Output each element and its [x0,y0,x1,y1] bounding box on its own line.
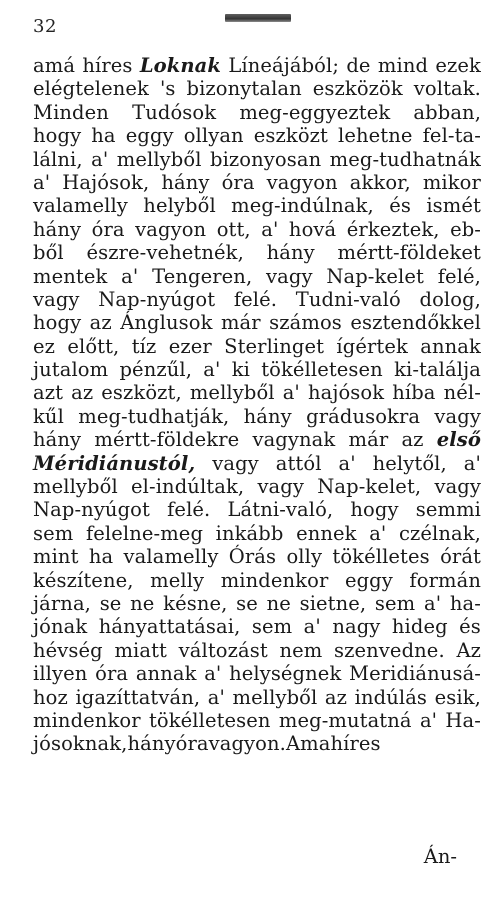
word: a' [338,451,356,475]
word: de [346,54,371,77]
word: Tudni-való [295,287,401,311]
word: bizonyosan [209,147,322,171]
text-line [33,265,481,288]
word: mértt-földeket [337,241,481,265]
word: a' [204,662,222,686]
word: formán [409,568,481,592]
word: mint [33,545,79,569]
text-line [33,241,481,264]
word: az [89,311,112,335]
word: ha [91,124,116,148]
word: változást [178,638,268,662]
word: jutalom [33,358,109,382]
word: az [324,685,348,709]
word: tíz [131,334,157,358]
word: ismét [426,194,481,218]
text-line [33,569,481,592]
word: lehetne [338,124,413,148]
word: a' [303,615,321,639]
word: se [99,591,122,615]
word: a' [207,685,225,709]
word: sem [33,521,74,545]
word: vagy [212,451,259,475]
word: mentek [33,264,108,288]
word: czélnak, [398,521,481,545]
text-line [33,709,481,732]
italic-word: Méridiánustól, [33,451,196,475]
word: felé. [233,287,278,311]
word: ígértek [336,334,408,358]
word: kűl [33,404,64,428]
text-line [33,171,481,194]
word: óra [91,217,125,241]
word: óra [95,662,129,686]
word: bizonytalan [186,77,302,101]
word: az [401,428,424,452]
word: helytől, [372,451,447,475]
text-line [33,475,481,498]
word: annak [135,662,197,686]
word: felé, [437,264,481,288]
word: a' [33,170,51,194]
word: vagy [33,287,80,311]
word: óra [175,732,209,756]
italic-word: Loknak [139,54,221,77]
word: már [348,428,389,452]
text-line [33,124,481,147]
text-line [33,335,481,358]
word: fel-ta- [422,124,481,148]
word: esztendőkkel [350,311,481,335]
word: eszközök [312,77,403,101]
word: inkább [215,521,284,545]
word: esik, [434,685,481,709]
word: vagyon [266,170,338,194]
word: olly [286,545,323,569]
text-line [33,615,481,638]
word: jósoknak, [33,732,128,756]
word: előtt, [67,334,120,358]
word: eggy [344,568,393,592]
word: amá [33,54,76,77]
word: sem [251,615,293,639]
text-line [33,54,481,77]
word: ki [231,358,250,382]
word: Nap-nyúgot [33,498,150,522]
word: vagy [434,404,481,428]
word: hajósok [307,381,385,405]
italic-word: első [436,428,481,452]
word: igazíttatván, [75,685,201,709]
word: híba [392,381,436,405]
word: meg-indúlnak, [231,194,374,218]
word: és [459,615,481,639]
text-line [33,311,481,334]
word: Nap-kelet, [317,475,422,499]
word: Tengeren, [152,264,253,288]
word: azt [33,381,64,405]
word: miatt [114,638,167,662]
word: ezer [168,334,212,358]
word: mértt-földekre [94,428,240,452]
word: szenvedne. [334,638,445,662]
word: lálni, [33,147,83,171]
header-ornament [225,14,291,22]
word: tökélletesen [261,358,383,382]
word: mellyből [232,685,318,709]
word: felelne-meg [85,521,204,545]
text-line [33,452,481,475]
word: Sterlinget [224,334,325,358]
word: hoz [33,685,68,709]
word: számos [269,311,342,335]
word: ollyan [183,124,244,148]
word: Minden [33,100,109,124]
word: hévség [33,638,103,662]
text-line [33,194,481,217]
word: eggy [125,124,174,148]
word: attól [275,451,322,475]
word: észre-vehetnék, [86,241,244,265]
word: Nap-kelet [326,264,424,288]
word: ott, [216,217,251,241]
word: valamelly [123,545,219,569]
word: ne [130,591,155,615]
word: el-indúltak, [131,475,245,499]
word: grádusokra [306,404,421,428]
text-line [33,686,481,709]
word: vagyon [135,217,207,241]
word: ezek [435,54,481,77]
word: nem [279,638,323,662]
word: hogy [33,311,82,335]
body-text [33,54,481,756]
word: mindenkor [33,708,141,732]
word: hová [288,217,337,241]
word: óra [221,170,255,194]
word: híres [82,54,133,77]
word: se [236,591,258,615]
word: és [389,194,411,218]
word: mellyből [189,381,275,405]
word: akkor, [349,170,411,194]
text-line [33,639,481,662]
word: hogy [33,124,82,148]
word: órát [440,545,481,569]
word: ez [33,334,56,358]
word: Hajósok, [62,170,150,194]
word: késne, [163,591,228,615]
word: Órás [228,545,277,569]
word: vagynak [252,428,336,452]
word: a' [91,147,109,171]
text-line [33,428,481,451]
word: hány [161,170,210,194]
word: ennek [296,521,357,545]
word: helységnek [229,662,342,686]
word: híres [330,732,381,756]
word: abban, [413,100,481,124]
word: a' [282,381,300,405]
word: Látni-való, [227,498,334,522]
word: ne [266,591,291,615]
word: valamelly [33,194,128,218]
word: mellyből [33,475,118,499]
word: hány [33,217,82,241]
word: mikor [422,170,481,194]
catchword: Án- [423,845,457,868]
text-line [33,358,481,381]
word: a' [463,451,481,475]
word: a' [423,591,442,615]
word: a' [261,217,279,241]
word: már [220,311,261,335]
word: melly [150,568,205,592]
word: hány [33,428,82,452]
word: nagy [332,615,381,639]
word: helyből [143,194,216,218]
word: hideg [391,615,448,639]
word: illyen [33,662,88,686]
word: eszközt [253,124,328,148]
word: pénzűl, [119,358,193,382]
word: dolog, [419,287,481,311]
word: meg-tudhatják, [78,404,230,428]
text-line [33,498,481,521]
word: Nap-nyúgot [98,287,216,311]
word: az [71,381,94,405]
text-line [33,522,481,545]
word: eszközt, [101,381,182,405]
word: jónak [33,615,88,639]
word: sietne, [299,591,367,615]
word: a' [369,521,387,545]
word: hány [266,241,315,265]
word: ből [33,241,64,265]
text-line [33,288,481,311]
text-line [33,218,481,241]
word: a' [121,264,139,288]
text-line [33,545,481,568]
word: hogy [350,498,399,522]
word: Ánglusok [120,311,213,335]
word: voltak. [413,77,481,101]
word: 's [159,77,176,101]
word: tökélletes [332,545,430,569]
word: Tudósok [132,100,217,124]
word: sem [374,591,416,615]
word: eb- [450,217,481,241]
word: Az [456,638,481,662]
word: hány [127,732,176,756]
word: meg-eggyeztek [239,100,391,124]
word: járna, [33,591,91,615]
word: Meridiánusá- [349,662,481,686]
word: meg-tudhatnák [329,147,481,171]
word: ha [88,545,114,569]
word: nél- [443,381,481,405]
word: vagy [257,475,304,499]
word: Ama [285,732,331,756]
word: felé. [167,498,211,522]
text-line [33,381,481,404]
word: Ha- [445,708,481,732]
word: ha- [449,591,481,615]
word: készítene, [33,568,134,592]
text-line [33,405,481,428]
word: hányattatásai, [98,615,241,639]
text-line [33,101,481,124]
page-number: 32 [33,16,57,37]
word: hány [243,404,292,428]
word: meg-mutatná [278,708,412,732]
word: mindenkor [220,568,329,592]
text-line [33,662,481,685]
word: a' [203,358,221,382]
word: tökélletesen [148,708,271,732]
word: vagy [434,475,481,499]
word: érkeztek, [346,217,440,241]
text-line [33,732,481,755]
word: elégtelenek [33,77,149,101]
word: Líneájából; [228,54,340,77]
word: indúlás [354,685,428,709]
word: vagy [266,264,313,288]
word: semmi [415,498,481,522]
word: mind [377,54,429,77]
word: annak [420,334,481,358]
text-line [33,592,481,615]
word: ki-találja [394,358,481,382]
text-line [33,77,481,100]
word: mellyből [116,147,202,171]
word: a' [419,708,438,732]
text-line [33,148,481,171]
word: vagyon. [208,732,286,756]
